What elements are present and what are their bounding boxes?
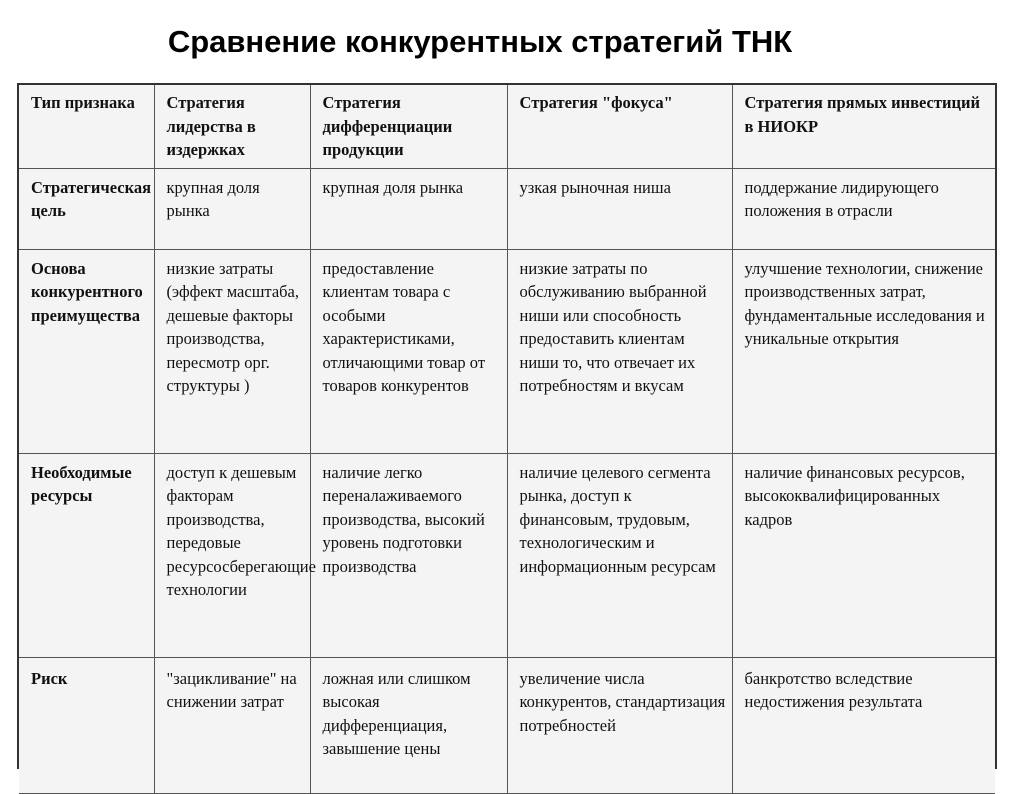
table-cell: низкие затраты (эффект масштаба, дешевые факторы производства, пересмотр орг. структуры )	[154, 249, 310, 453]
table-cell: банкротство вследствие недостижения результата	[732, 657, 995, 793]
page-title: Сравнение конкурентных стратегий ТНК	[167, 24, 793, 59]
table-header-row	[19, 85, 995, 168]
header-cell-feature-type: Тип признака	[19, 85, 154, 168]
header-cell-cost-leadership: Стратегия лидерства в издержках	[154, 85, 310, 168]
strategy-table	[19, 85, 995, 794]
table-cell: улучшение технологии, снижение производственных затрат, фундаментальные исследования и уникальные открытия	[732, 249, 995, 453]
table-row	[19, 168, 995, 249]
table-cell: "зацикливание" на снижении затрат	[154, 657, 310, 793]
table-cell: наличие легко переналаживаемого производства, высокий уровень подготовки производства	[310, 453, 507, 657]
table-cell: доступ к дешевым факторам производства, передовые ресурсосберегающие технологии	[154, 453, 310, 657]
header-cell-rnd-investment: Стратегия прямых инвестиций в НИОКР	[732, 85, 995, 168]
table-cell: крупная доля рынка	[154, 168, 310, 249]
comparison-table	[17, 83, 997, 769]
row-label-strategic-goal: Стратегическая цель	[19, 168, 154, 249]
header-cell-differentiation: Стратегия дифференциации продукции	[310, 85, 507, 168]
table-cell: крупная доля рынка	[310, 168, 507, 249]
table-row	[19, 657, 995, 793]
row-label-risk: Риск	[19, 657, 154, 793]
table-cell: увеличение числа конкурентов, стандартизация потребностей	[507, 657, 732, 793]
table-cell: поддержание лидирующего положения в отрасли	[732, 168, 995, 249]
table-cell: низкие затраты по обслуживанию выбранной ниши или способность предоставить клиентам ниши то, что отвечает их потребностям и вкусам	[507, 249, 732, 453]
row-label-required-resources: Необходимые ресурсы	[19, 453, 154, 657]
table-cell: узкая рыночная ниша	[507, 168, 732, 249]
header-cell-focus: Стратегия "фокуса"	[507, 85, 732, 168]
table-cell: наличие финансовых ресурсов, высококвалифицированных кадров	[732, 453, 995, 657]
table-row	[19, 453, 995, 657]
table-cell: ложная или слишком высокая дифференциация, завышение цены	[310, 657, 507, 793]
row-label-competitive-advantage: Основа конкурентного преимущества	[19, 249, 154, 453]
table-row	[19, 249, 995, 453]
table-cell: наличие целевого сегмента рынка, доступ к финансовым, трудовым, технологическим и информационным ресурсам	[507, 453, 732, 657]
table-cell: предоставление клиентам товара с особыми характеристиками, отличающими товар от товаров конкурентов	[310, 249, 507, 453]
